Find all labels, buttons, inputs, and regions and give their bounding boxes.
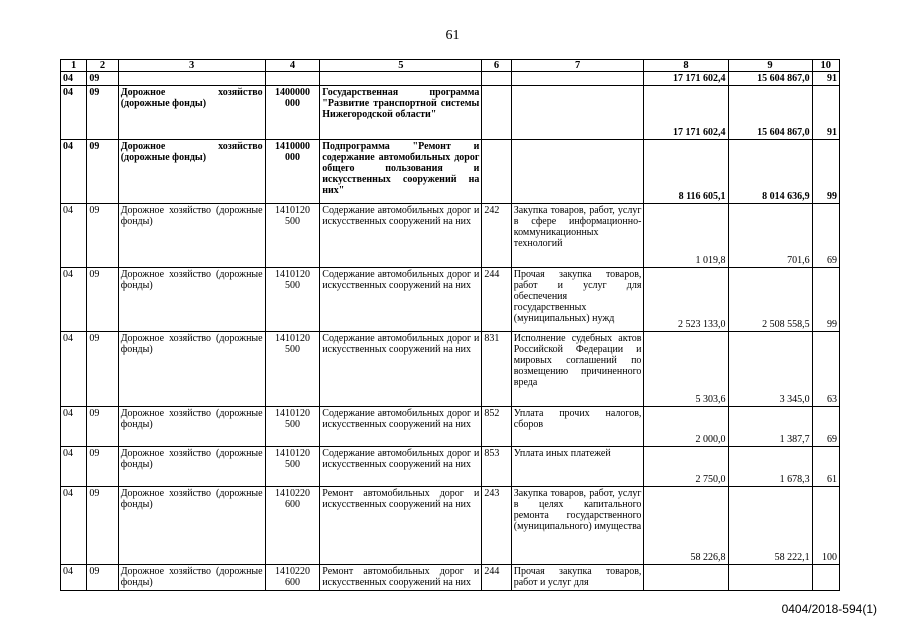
subsection-code-cell: 09: [87, 140, 118, 204]
execution-percent-cell: 91: [812, 72, 839, 86]
column-header: 10: [812, 60, 839, 72]
target-code-cell: 1410220 600: [265, 565, 320, 591]
planned-amount-cell: 2 523 133,0: [644, 268, 728, 332]
target-code-cell: 1410120 500: [265, 332, 320, 407]
column-header: 3: [118, 60, 265, 72]
expense-type-code-cell: 831: [482, 332, 511, 407]
table-row: [61, 268, 840, 332]
target-name-cell: Содержание автомобильных дорог и искусственных сооружений на них: [320, 407, 482, 447]
expense-type-name-cell: Закупка товаров, работ, услуг в сфере информационно-коммуникационных технологий: [511, 204, 644, 268]
expense-type-code-cell: 243: [482, 487, 511, 565]
section-code-cell: 04: [61, 140, 87, 204]
execution-percent-cell: 99: [812, 140, 839, 204]
section-code-cell: 04: [61, 86, 87, 140]
execution-percent-cell: 91: [812, 86, 839, 140]
target-name-cell: Содержание автомобильных дорог и искусственных сооружений на них: [320, 447, 482, 487]
target-name-cell: Подпрограмма "Ремонт и содержание автомобильных дорог общего пользования и искусственных сооружений на них": [320, 140, 482, 204]
actual-amount-cell: 701,6: [728, 204, 812, 268]
target-name-cell: Содержание автомобильных дорог и искусственных сооружений на них: [320, 332, 482, 407]
table-row: [61, 407, 840, 447]
section-code-cell: 04: [61, 332, 87, 407]
actual-amount-cell: 8 014 636,9: [728, 140, 812, 204]
planned-amount-cell: 2 750,0: [644, 447, 728, 487]
expense-type-name-cell: Уплата иных платежей: [511, 447, 644, 487]
column-header: 2: [87, 60, 118, 72]
actual-amount-cell: [728, 565, 812, 591]
planned-amount-cell: [644, 565, 728, 591]
section-code-cell: 04: [61, 447, 87, 487]
expense-type-name-cell: [511, 140, 644, 204]
target-code-cell: 1400000 000: [265, 86, 320, 140]
target-code-cell: 1410220 600: [265, 487, 320, 565]
execution-percent-cell: [812, 565, 839, 591]
execution-percent-cell: 61: [812, 447, 839, 487]
subsection-code-cell: 09: [87, 565, 118, 591]
table-row: [61, 487, 840, 565]
section-code-cell: 04: [61, 487, 87, 565]
target-code-cell: 1410120 500: [265, 447, 320, 487]
column-header: 1: [61, 60, 87, 72]
column-header: 8: [644, 60, 728, 72]
planned-amount-cell: 2 000,0: [644, 407, 728, 447]
planned-amount-cell: 17 171 602,4: [644, 86, 728, 140]
expense-type-code-cell: [482, 72, 511, 86]
actual-amount-cell: 15 604 867,0: [728, 72, 812, 86]
actual-amount-cell: 3 345,0: [728, 332, 812, 407]
actual-amount-cell: 58 222,1: [728, 487, 812, 565]
subsection-code-cell: 09: [87, 204, 118, 268]
target-code-cell: 1410120 500: [265, 407, 320, 447]
table-row: [61, 332, 840, 407]
execution-percent-cell: 69: [812, 204, 839, 268]
section-name-cell: [118, 72, 265, 86]
table-row: [61, 86, 840, 140]
subsection-code-cell: 09: [87, 268, 118, 332]
section-name-cell: Дорожное хозяйство (дорожные фонды): [118, 487, 265, 565]
expense-type-code-cell: [482, 86, 511, 140]
subsection-code-cell: 09: [87, 407, 118, 447]
document-code: 0404/2018-594(1): [781, 602, 877, 616]
table-row: [61, 447, 840, 487]
planned-amount-cell: 58 226,8: [644, 487, 728, 565]
expense-type-name-cell: Уплата прочих налогов, сборов: [511, 407, 644, 447]
planned-amount-cell: 5 303,6: [644, 332, 728, 407]
target-code-cell: 1410000 000: [265, 140, 320, 204]
target-name-cell: [320, 72, 482, 86]
table-row: [61, 140, 840, 204]
target-name-cell: Государственная программа "Развитие транспортной системы Нижегородской области": [320, 86, 482, 140]
column-header: 9: [728, 60, 812, 72]
column-header: 7: [511, 60, 644, 72]
execution-percent-cell: 100: [812, 487, 839, 565]
page-number: 61: [445, 28, 460, 43]
column-header: 4: [265, 60, 320, 72]
target-name-cell: Содержание автомобильных дорог и искусственных сооружений на них: [320, 268, 482, 332]
target-name-cell: Содержание автомобильных дорог и искусственных сооружений на них: [320, 204, 482, 268]
expense-type-code-cell: 244: [482, 268, 511, 332]
execution-percent-cell: 63: [812, 332, 839, 407]
section-name-cell: Дорожное хозяйство (дорожные фонды): [118, 86, 265, 140]
section-code-cell: 04: [61, 268, 87, 332]
expense-type-name-cell: Закупка товаров, работ, услуг в целях капитального ремонта государственного (муниципального) имущества: [511, 487, 644, 565]
section-name-cell: Дорожное хозяйство (дорожные фонды): [118, 140, 265, 204]
budget-table: [60, 59, 840, 591]
execution-percent-cell: 99: [812, 268, 839, 332]
expense-type-code-cell: 853: [482, 447, 511, 487]
section-name-cell: Дорожное хозяйство (дорожные фонды): [118, 407, 265, 447]
section-name-cell: Дорожное хозяйство (дорожные фонды): [118, 332, 265, 407]
planned-amount-cell: 8 116 605,1: [644, 140, 728, 204]
subsection-code-cell: 09: [87, 487, 118, 565]
actual-amount-cell: 1 387,7: [728, 407, 812, 447]
expense-type-name-cell: Прочая закупка товаров, работ и услуг для обеспечения государственных (муниципальных) нужд: [511, 268, 644, 332]
subsection-code-cell: 09: [87, 86, 118, 140]
table-row: [61, 565, 840, 591]
expense-type-name-cell: [511, 86, 644, 140]
section-code-cell: 04: [61, 407, 87, 447]
subsection-code-cell: 09: [87, 332, 118, 407]
section-code-cell: 04: [61, 204, 87, 268]
expense-type-code-cell: 852: [482, 407, 511, 447]
table-row: [61, 204, 840, 268]
header-row: [61, 60, 840, 72]
target-name-cell: Ремонт автомобильных дорог и искусственных сооружений на них: [320, 565, 482, 591]
target-code-cell: 1410120 500: [265, 268, 320, 332]
section-name-cell: Дорожное хозяйство (дорожные фонды): [118, 268, 265, 332]
section-name-cell: Дорожное хозяйство (дорожные фонды): [118, 447, 265, 487]
column-header: 5: [320, 60, 482, 72]
target-name-cell: Ремонт автомобильных дорог и искусственных сооружений на них: [320, 487, 482, 565]
planned-amount-cell: 1 019,8: [644, 204, 728, 268]
actual-amount-cell: 2 508 558,5: [728, 268, 812, 332]
target-code-cell: 1410120 500: [265, 204, 320, 268]
expense-type-code-cell: 242: [482, 204, 511, 268]
expense-type-code-cell: [482, 140, 511, 204]
expense-type-name-cell: Прочая закупка товаров, работ и услуг для: [511, 565, 644, 591]
actual-amount-cell: 15 604 867,0: [728, 86, 812, 140]
subsection-code-cell: 09: [87, 72, 118, 86]
expense-type-name-cell: Исполнение судебных актов Российской Федерации и мировых соглашений по возмещению причиненного вреда: [511, 332, 644, 407]
section-name-cell: Дорожное хозяйство (дорожные фонды): [118, 204, 265, 268]
expense-type-code-cell: 244: [482, 565, 511, 591]
target-code-cell: [265, 72, 320, 86]
planned-amount-cell: 17 171 602,4: [644, 72, 728, 86]
table-row: [61, 72, 840, 86]
section-code-cell: 04: [61, 72, 87, 86]
section-name-cell: Дорожное хозяйство (дорожные фонды): [118, 565, 265, 591]
execution-percent-cell: 69: [812, 407, 839, 447]
column-header: 6: [482, 60, 511, 72]
subsection-code-cell: 09: [87, 447, 118, 487]
actual-amount-cell: 1 678,3: [728, 447, 812, 487]
section-code-cell: 04: [61, 565, 87, 591]
expense-type-name-cell: [511, 72, 644, 86]
